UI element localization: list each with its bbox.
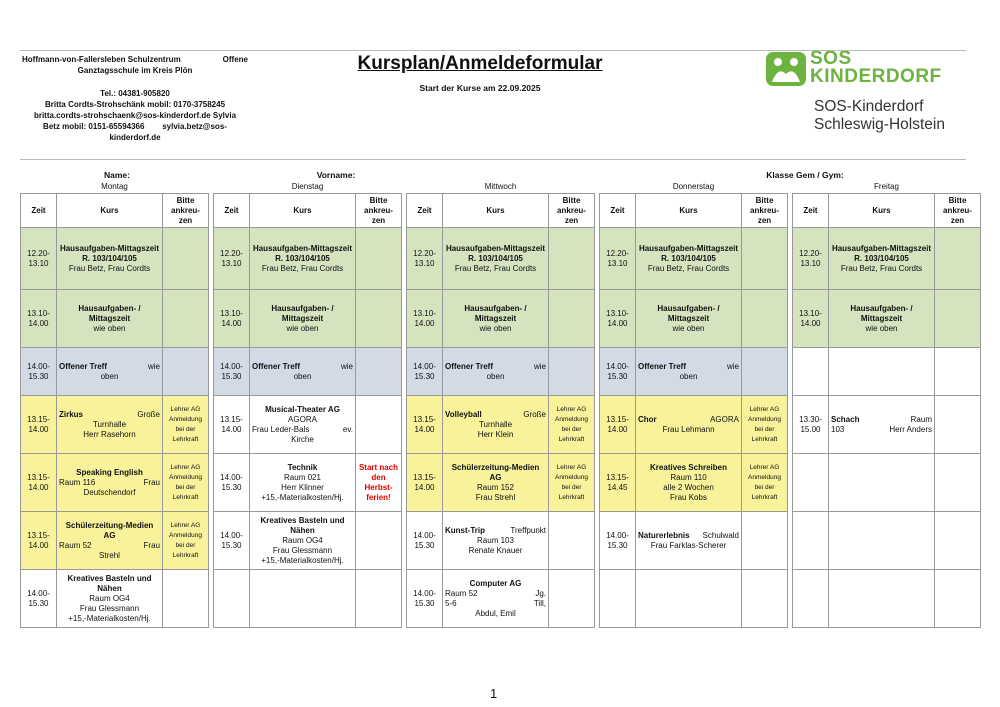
contact-line-1: Britta Cordts-Strohschänk mobil: 0170-3758245 — [44, 100, 226, 109]
checkbox-cell[interactable] — [549, 228, 595, 290]
course-cell: Hausaufgaben- / Mittagszeit wie oben — [443, 290, 549, 348]
course-cell: Offener Treff wie oben — [57, 348, 163, 396]
school-offene: Offene — [222, 55, 248, 64]
course-cell: Hausaufgaben-Mittagszeit R. 103/104/105 Frau Betz, Frau Cordts — [829, 228, 935, 290]
col-bitte: Bitte ankreu-zen — [549, 194, 595, 228]
course-cell: Kunst-Trip Treffpunkt Raum 103 Renate Knauer — [443, 512, 549, 570]
course-cell: Zirkus Große Turnhalle Herr Rasehorn — [57, 396, 163, 454]
course-cell: Schülerzeitung-Medien AG Raum 52 Frau Strehl — [57, 512, 163, 570]
table-row — [21, 570, 981, 628]
time-cell: 14.00-15.30 — [407, 570, 443, 628]
sos-logo-org: SOS-Kinderdorf Schleswig-Holstein — [814, 98, 945, 133]
course-cell: Volleyball Große Turnhalle Herr Klein — [443, 396, 549, 454]
lehrer-note: Lehrer AG Anmeldung bei der Lehrkraft — [549, 454, 595, 512]
course-plan-table — [20, 169, 981, 628]
time-cell: 14.00-15.30 — [600, 348, 636, 396]
checkbox-cell[interactable] — [356, 290, 402, 348]
col-zeit: Zeit — [21, 194, 57, 228]
time-cell: 14.00-15.30 — [214, 512, 250, 570]
time-cell: 13.10-14.00 — [407, 290, 443, 348]
table-row — [21, 512, 981, 570]
time-cell: 13.15-14.00 — [600, 396, 636, 454]
contact-line-2: britta.cordts-strohschaenk@sos-kinderdorf.de Sylvia — [33, 111, 237, 120]
lehrer-note: Lehrer AG Anmeldung bei der Lehrkraft — [163, 454, 209, 512]
col-bitte: Bitte ankreu-zen — [742, 194, 788, 228]
lehrer-note: Lehrer AG Anmeldung bei der Lehrkraft — [163, 396, 209, 454]
page-title: Kursplan/Anmeldeformular — [357, 53, 603, 74]
col-kurs: Kurs — [443, 194, 549, 228]
checkbox-cell[interactable] — [935, 290, 981, 348]
time-cell: 12.20-13.10 — [793, 228, 829, 290]
course-cell: Hausaufgaben-Mittagszeit R. 103/104/105 Frau Betz, Frau Cordts — [636, 228, 742, 290]
header-line-top — [20, 50, 966, 51]
school-name: Hoffmann-von-Fallersleben Schulzentrum — [22, 55, 181, 64]
time-cell: 13.30-15.00 — [793, 396, 829, 454]
start-note: Start nach den Herbst-ferien! — [356, 454, 402, 512]
time-cell: 13.15-14.45 — [600, 454, 636, 512]
checkbox-cell[interactable] — [163, 290, 209, 348]
checkbox-cell[interactable] — [163, 570, 209, 628]
col-kurs: Kurs — [636, 194, 742, 228]
page-number: 1 — [490, 686, 498, 701]
course-cell: Hausaufgaben- / Mittagszeit wie oben — [636, 290, 742, 348]
course-cell: Offener Treff wie oben — [636, 348, 742, 396]
table-row — [21, 290, 981, 348]
checkbox-cell[interactable] — [935, 228, 981, 290]
time-cell: 14.00-15.30 — [407, 512, 443, 570]
col-bitte: Bitte ankreu-zen — [163, 194, 209, 228]
time-cell: 14.00-15.30 — [21, 570, 57, 628]
school-name-line2: Ganztagsschule im Kreis Plön — [77, 66, 193, 75]
checkbox-cell[interactable] — [356, 396, 402, 454]
contact-line-3: Betz mobil: 0151-65594366 sylvia.betz@sos- — [43, 122, 227, 131]
time-cell: 13.15-14.00 — [214, 396, 250, 454]
school-tel: Tel.: 04381-905820 — [100, 89, 170, 98]
klasse-label: Klasse Gem / Gym: — [766, 170, 844, 180]
table-row — [21, 454, 981, 512]
time-cell: 14.00-15.30 — [407, 348, 443, 396]
checkbox-cell[interactable] — [549, 570, 595, 628]
vorname-label: Vorname: — [316, 170, 356, 180]
time-cell: 12.20-13.10 — [21, 228, 57, 290]
col-bitte: Bitte ankreu-zen — [356, 194, 402, 228]
course-cell: Kreatives Schreiben Raum 110 alle 2 Wochen Frau Kobs — [636, 454, 742, 512]
course-cell: Hausaufgaben- / Mittagszeit wie oben — [829, 290, 935, 348]
checkbox-cell[interactable] — [742, 290, 788, 348]
course-cell: Hausaufgaben-Mittagszeit R. 103/104/105 Frau Betz, Frau Cordts — [57, 228, 163, 290]
course-cell: Schülerzeitung-Medien AG Raum 152 Frau Strehl — [443, 454, 549, 512]
course-cell: Kreatives Basteln und Nähen Raum OG4 Frau Glessmann +15,-Materialkosten/Hj. — [250, 512, 356, 570]
checkbox-cell[interactable] — [549, 512, 595, 570]
name-label: Name: — [104, 170, 130, 180]
course-cell: Computer AG Raum 52 Jg. 5-6 Till, Abdul, Emil — [443, 570, 549, 628]
page-subtitle: Start der Kurse am 22.09.2025 — [419, 83, 541, 93]
lehrer-note: Lehrer AG Anmeldung bei der Lehrkraft — [742, 454, 788, 512]
lehrer-note: Lehrer AG Anmeldung bei der Lehrkraft — [742, 396, 788, 454]
time-cell: 12.20-13.10 — [214, 228, 250, 290]
col-zeit: Zeit — [214, 194, 250, 228]
course-cell: Hausaufgaben-Mittagszeit R. 103/104/105 Frau Betz, Frau Cordts — [250, 228, 356, 290]
col-kurs: Kurs — [250, 194, 356, 228]
time-cell: 13.10-14.00 — [793, 290, 829, 348]
course-cell: Chor AGORA Frau Lehmann — [636, 396, 742, 454]
checkbox-cell[interactable] — [742, 348, 788, 396]
course-cell: Technik Raum 021 Herr Klinner +15,-Materialkosten/Hj. — [250, 454, 356, 512]
col-zeit: Zeit — [407, 194, 443, 228]
checkbox-cell[interactable] — [742, 228, 788, 290]
course-cell: Kreatives Basteln und Nähen Raum OG4 Frau Glessmann +15,-Materialkosten/Hj. — [57, 570, 163, 628]
school-info — [22, 54, 248, 143]
time-cell: 14.00-15.30 — [214, 454, 250, 512]
day-donnerstag: Donnerstag — [672, 182, 715, 191]
time-cell: 13.15-14.00 — [21, 396, 57, 454]
table-row — [21, 228, 981, 290]
table-row — [21, 396, 981, 454]
day-freitag: Freitag — [874, 182, 899, 191]
checkbox-cell[interactable] — [163, 348, 209, 396]
lehrer-note: Lehrer AG Anmeldung bei der Lehrkraft — [163, 512, 209, 570]
time-cell: 14.00-15.30 — [600, 512, 636, 570]
checkbox-cell[interactable] — [935, 396, 981, 454]
contact-line-4: kinderdorf.de — [109, 133, 161, 142]
course-cell: Hausaufgaben- / Mittagszeit wie oben — [57, 290, 163, 348]
checkbox-cell[interactable] — [356, 512, 402, 570]
checkbox-cell[interactable] — [742, 512, 788, 570]
course-cell: Naturerlebnis Schulwald Frau Farklas-Scherer — [636, 512, 742, 570]
day-montag: Montag — [101, 182, 128, 191]
course-cell: Hausaufgaben- / Mittagszeit wie oben — [250, 290, 356, 348]
day-dienstag: Dienstag — [291, 182, 324, 191]
time-cell: 13.15-14.00 — [407, 396, 443, 454]
checkbox-cell[interactable] — [163, 228, 209, 290]
course-cell: Hausaufgaben-Mittagszeit R. 103/104/105 Frau Betz, Frau Cordts — [443, 228, 549, 290]
course-cell: Speaking English Raum 116 Frau Deutschendorf — [57, 454, 163, 512]
course-cell: Offener Treff wie oben — [250, 348, 356, 396]
time-cell: 14.00-15.30 — [21, 348, 57, 396]
col-kurs: Kurs — [57, 194, 163, 228]
course-cell: Schach Raum 103 Herr Anders — [829, 396, 935, 454]
sos-logo-icon — [766, 52, 806, 86]
time-cell: 13.10-14.00 — [214, 290, 250, 348]
table-row — [21, 348, 981, 396]
checkbox-cell[interactable] — [356, 228, 402, 290]
col-bitte: Bitte ankreu-zen — [935, 194, 981, 228]
time-cell: 13.10-14.00 — [600, 290, 636, 348]
time-cell: 13.15-14.00 — [407, 454, 443, 512]
time-cell: 13.15-14.00 — [21, 512, 57, 570]
time-cell: 12.20-13.10 — [600, 228, 636, 290]
time-cell: 13.15-14.00 — [21, 454, 57, 512]
lehrer-note: Lehrer AG Anmeldung bei der Lehrkraft — [549, 396, 595, 454]
sos-logo-brand: SOS KINDERDORF — [810, 48, 942, 87]
course-cell: Offener Treff wie oben — [443, 348, 549, 396]
course-cell: Musical-Theater AG AGORA Frau Leder-Bals ev. Kirche — [250, 396, 356, 454]
col-zeit: Zeit — [793, 194, 829, 228]
checkbox-cell[interactable] — [549, 348, 595, 396]
col-zeit: Zeit — [600, 194, 636, 228]
time-cell: 13.10-14.00 — [21, 290, 57, 348]
col-kurs: Kurs — [829, 194, 935, 228]
sos-logo — [766, 50, 966, 138]
day-mittwoch: Mittwoch — [484, 182, 517, 191]
checkbox-cell[interactable] — [356, 348, 402, 396]
time-cell: 12.20-13.10 — [407, 228, 443, 290]
time-cell: 14.00-15.30 — [214, 348, 250, 396]
header-line-bottom — [20, 159, 966, 160]
checkbox-cell[interactable] — [549, 290, 595, 348]
